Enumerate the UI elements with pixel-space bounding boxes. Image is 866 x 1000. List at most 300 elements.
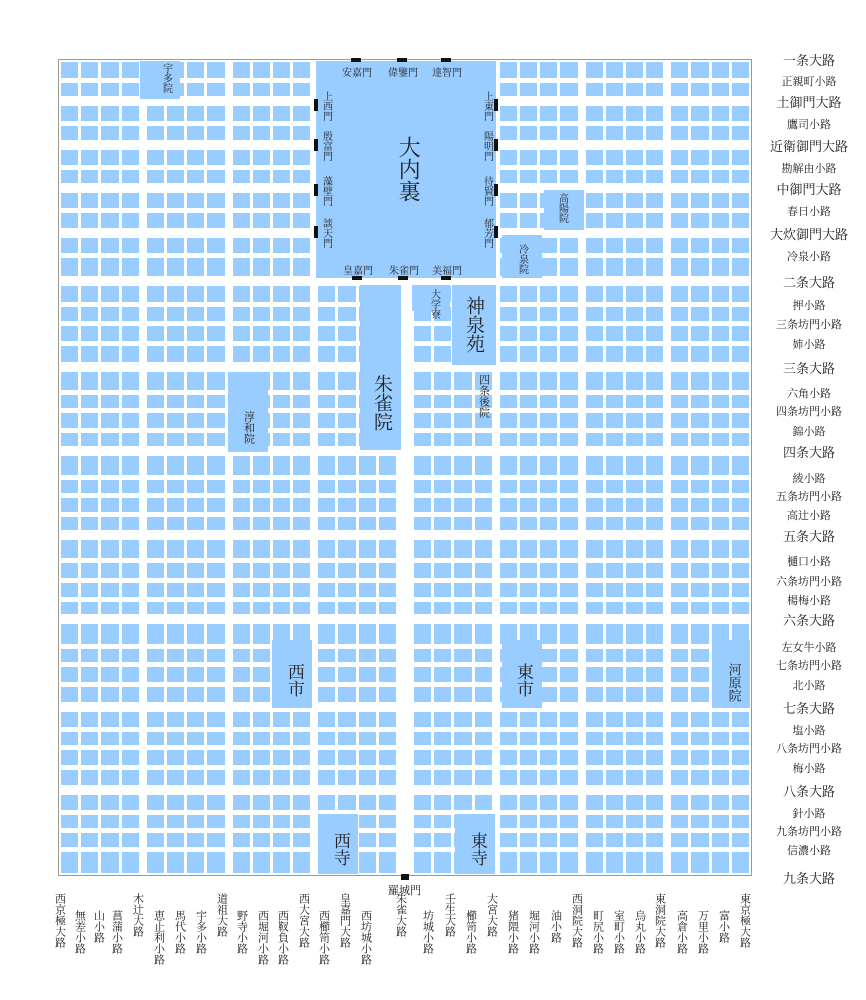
city-block [187, 62, 204, 78]
city-block [475, 732, 492, 745]
city-block [101, 712, 118, 727]
city-block [626, 258, 643, 277]
city-block [167, 770, 184, 786]
city-block [712, 770, 729, 786]
city-block [359, 563, 376, 578]
city-block [147, 750, 164, 765]
city-block [646, 687, 663, 703]
city-block [712, 193, 729, 208]
city-block [540, 815, 557, 828]
city-block [207, 150, 224, 165]
city-block [586, 395, 603, 408]
city-block [520, 795, 537, 810]
city-block [586, 833, 603, 847]
gate-marker [494, 184, 498, 196]
city-block [646, 770, 663, 786]
city-block [147, 815, 164, 828]
city-block [61, 563, 78, 578]
city-block [207, 83, 224, 97]
city-block [338, 583, 355, 597]
city-block [61, 517, 78, 531]
city-block [379, 687, 396, 703]
gate-west-1: 殷富門 [320, 131, 332, 161]
city-block [520, 170, 537, 184]
city-block [61, 732, 78, 745]
city-block [732, 563, 749, 578]
city-block [101, 602, 118, 615]
city-block [207, 238, 224, 253]
city-block [540, 62, 557, 78]
road-label-ew: 八条大路 [782, 785, 835, 800]
city-block [586, 193, 603, 208]
city-block [732, 62, 749, 78]
city-block [81, 413, 98, 428]
city-block [626, 750, 643, 765]
city-block [671, 456, 688, 475]
city-block [207, 732, 224, 745]
city-block [167, 732, 184, 745]
city-block [732, 238, 749, 253]
city-block [691, 687, 708, 703]
city-block [414, 372, 431, 390]
city-block [712, 456, 729, 475]
city-block [61, 649, 78, 662]
city-block [646, 62, 663, 78]
city-block [606, 480, 623, 493]
city-block [81, 667, 98, 682]
city-block [187, 687, 204, 703]
city-block [606, 795, 623, 810]
city-block [560, 480, 577, 493]
road-label-ew: 錦小路 [792, 425, 826, 438]
city-block [81, 326, 98, 341]
city-block [712, 258, 729, 277]
city-block [318, 346, 335, 363]
road-label-ew: 押小路 [792, 299, 826, 312]
city-block [122, 732, 139, 745]
city-block [520, 413, 537, 428]
city-block [626, 456, 643, 475]
city-block [671, 372, 688, 390]
city-block [147, 126, 164, 141]
city-block [147, 456, 164, 475]
city-block [379, 624, 396, 644]
city-block [712, 433, 729, 447]
city-block [606, 712, 623, 727]
city-block [167, 258, 184, 277]
city-block [520, 326, 537, 341]
city-block [61, 238, 78, 253]
city-block [500, 126, 517, 141]
city-block [359, 712, 376, 727]
city-block [147, 540, 164, 558]
road-label-ns: 朱雀大路 [394, 893, 408, 937]
city-block [560, 126, 577, 141]
city-block [233, 150, 250, 165]
city-block [233, 286, 250, 302]
city-block [273, 193, 290, 208]
city-block [207, 307, 224, 321]
city-block [626, 687, 643, 703]
road-label-ew: 八条坊門小路 [776, 742, 842, 755]
road-label-ns: 山小路 [92, 910, 106, 943]
city-block [520, 395, 537, 408]
city-block [540, 583, 557, 597]
city-block [475, 498, 492, 512]
city-block [475, 770, 492, 786]
city-block [454, 770, 471, 786]
city-block [101, 583, 118, 597]
city-block [671, 238, 688, 253]
city-block [500, 852, 517, 874]
city-block [671, 62, 688, 78]
city-block [253, 815, 270, 828]
udain-label: 宇多院 [160, 63, 172, 93]
city-block [414, 583, 431, 597]
city-block [147, 238, 164, 253]
city-block [500, 770, 517, 786]
city-block [560, 62, 577, 78]
city-block [691, 346, 708, 363]
city-block [606, 456, 623, 475]
city-block [560, 413, 577, 428]
city-block [273, 326, 290, 341]
city-block [606, 433, 623, 447]
city-block [253, 83, 270, 97]
city-block [338, 750, 355, 765]
city-block [712, 213, 729, 229]
city-block [691, 815, 708, 828]
city-block [338, 649, 355, 662]
city-block [253, 170, 270, 184]
city-block [101, 667, 118, 682]
city-block [338, 372, 355, 390]
city-block [540, 540, 557, 558]
city-block [475, 433, 492, 447]
city-block [147, 150, 164, 165]
city-block [475, 750, 492, 765]
city-block [167, 170, 184, 184]
city-block [671, 286, 688, 302]
city-block [338, 563, 355, 578]
city-block [167, 150, 184, 165]
city-block [626, 346, 643, 363]
city-block [606, 62, 623, 78]
city-block [207, 372, 224, 390]
road-label-ew: 綾小路 [792, 472, 826, 485]
city-block [540, 150, 557, 165]
city-block [500, 815, 517, 828]
city-block [586, 712, 603, 727]
higashi-ichi-label: 東市 [512, 663, 533, 697]
city-block [122, 346, 139, 363]
city-block [712, 563, 729, 578]
city-block [273, 126, 290, 141]
road-label-ew: 二条大路 [782, 276, 835, 291]
city-block [646, 258, 663, 277]
reizeiin-label: 冷泉院 [516, 244, 528, 274]
city-block [540, 307, 557, 321]
city-block [606, 286, 623, 302]
city-block [520, 150, 537, 165]
city-block [626, 624, 643, 644]
road-label-ns: 壬生大路 [443, 893, 457, 937]
city-block [273, 106, 290, 121]
city-block [207, 602, 224, 615]
city-block [122, 687, 139, 703]
city-block [500, 583, 517, 597]
city-block [207, 852, 224, 874]
city-block [293, 602, 310, 615]
city-block [691, 372, 708, 390]
city-block [122, 498, 139, 512]
city-block [379, 667, 396, 682]
city-block [500, 83, 517, 97]
city-block [500, 326, 517, 341]
city-block [691, 286, 708, 302]
city-block [318, 770, 335, 786]
city-block [187, 815, 204, 828]
city-block [187, 750, 204, 765]
city-block [101, 770, 118, 786]
city-block [586, 795, 603, 810]
city-block [253, 126, 270, 141]
city-block [81, 106, 98, 121]
city-block [293, 540, 310, 558]
city-block [454, 732, 471, 745]
city-block [691, 213, 708, 229]
city-block [646, 326, 663, 341]
city-block [233, 83, 250, 97]
city-block [712, 170, 729, 184]
gate-marker [441, 58, 451, 62]
city-block [359, 540, 376, 558]
city-block [671, 583, 688, 597]
city-block [293, 170, 310, 184]
city-block [540, 602, 557, 615]
city-block [414, 413, 431, 428]
city-block [147, 624, 164, 644]
city-block [253, 583, 270, 597]
city-block [61, 395, 78, 408]
city-block [338, 602, 355, 615]
city-block [61, 852, 78, 874]
city-block [732, 833, 749, 847]
city-block [338, 540, 355, 558]
city-block [540, 83, 557, 97]
city-block [359, 795, 376, 810]
city-block [475, 712, 492, 727]
city-block [207, 433, 224, 447]
city-block [207, 770, 224, 786]
city-block [273, 170, 290, 184]
city-block [520, 456, 537, 475]
city-block [253, 517, 270, 531]
city-block [338, 395, 355, 408]
city-block [732, 540, 749, 558]
road-label-ew: 五条大路 [782, 530, 835, 545]
city-block [318, 307, 335, 321]
city-block [646, 372, 663, 390]
city-block [712, 517, 729, 531]
gate-marker [314, 99, 318, 111]
city-block [122, 750, 139, 765]
city-block [207, 480, 224, 493]
city-block [293, 213, 310, 229]
city-block [540, 286, 557, 302]
city-block [81, 150, 98, 165]
city-block [187, 258, 204, 277]
city-block [671, 712, 688, 727]
city-block [540, 346, 557, 363]
city-block [122, 517, 139, 531]
city-block [454, 667, 471, 682]
city-block [520, 563, 537, 578]
city-block [359, 498, 376, 512]
city-block [167, 238, 184, 253]
city-block [207, 624, 224, 644]
city-block [101, 456, 118, 475]
city-block [167, 687, 184, 703]
road-label-ns: 町尻小路 [591, 910, 605, 954]
city-block [147, 170, 164, 184]
city-block [293, 750, 310, 765]
city-block [475, 795, 492, 810]
city-block [187, 413, 204, 428]
city-block [147, 213, 164, 229]
city-block [273, 433, 290, 447]
city-block [293, 517, 310, 531]
city-block [359, 517, 376, 531]
city-block [187, 213, 204, 229]
road-label-ns: 西靫負小路 [276, 910, 290, 965]
city-block [167, 326, 184, 341]
city-block [253, 649, 270, 662]
city-block [712, 712, 729, 727]
city-block [540, 326, 557, 341]
city-block [560, 346, 577, 363]
city-block [646, 624, 663, 644]
city-block [626, 667, 643, 682]
city-block [147, 286, 164, 302]
city-block [732, 517, 749, 531]
city-block [586, 238, 603, 253]
road-label-ew: 正親町小路 [781, 75, 837, 88]
city-block [61, 346, 78, 363]
city-block [540, 395, 557, 408]
city-block [586, 667, 603, 682]
city-block [500, 170, 517, 184]
city-block [273, 732, 290, 745]
city-block [586, 150, 603, 165]
city-block [122, 213, 139, 229]
city-block [253, 326, 270, 341]
city-block [414, 712, 431, 727]
city-block [626, 62, 643, 78]
city-block [560, 372, 577, 390]
city-block [122, 563, 139, 578]
city-block [626, 193, 643, 208]
city-block [712, 583, 729, 597]
city-block [712, 326, 729, 341]
city-block [233, 583, 250, 597]
city-block [273, 346, 290, 363]
city-block [646, 346, 663, 363]
city-block [586, 649, 603, 662]
city-block [338, 770, 355, 786]
city-block [61, 833, 78, 847]
city-block [147, 307, 164, 321]
city-block [122, 667, 139, 682]
city-block [712, 395, 729, 408]
city-block [606, 649, 623, 662]
city-block [359, 456, 376, 475]
city-block [253, 563, 270, 578]
city-block [273, 815, 290, 828]
city-block [712, 286, 729, 302]
city-block [732, 307, 749, 321]
city-block [293, 480, 310, 493]
road-label-ns: 西坊城小路 [359, 910, 373, 965]
city-block [147, 563, 164, 578]
city-block [414, 815, 431, 828]
city-block [293, 795, 310, 810]
city-block [414, 346, 431, 363]
city-block [691, 498, 708, 512]
city-block [61, 687, 78, 703]
city-block [500, 712, 517, 727]
gate-marker [314, 226, 318, 238]
city-block [500, 286, 517, 302]
city-block [233, 238, 250, 253]
city-block [712, 346, 729, 363]
city-block [122, 307, 139, 321]
city-block [586, 62, 603, 78]
city-block [379, 770, 396, 786]
city-block [187, 456, 204, 475]
city-block [318, 480, 335, 493]
city-block [233, 213, 250, 229]
city-block [606, 602, 623, 615]
city-block [732, 456, 749, 475]
city-block [691, 517, 708, 531]
city-block [293, 62, 310, 78]
city-block [122, 286, 139, 302]
city-block [691, 326, 708, 341]
city-block [273, 750, 290, 765]
city-block [434, 480, 451, 493]
road-label-ns: 西大宮大路 [297, 893, 311, 948]
city-block [454, 712, 471, 727]
city-block [626, 413, 643, 428]
city-block [101, 732, 118, 745]
city-block [646, 815, 663, 828]
city-block [61, 770, 78, 786]
city-block [81, 732, 98, 745]
city-block [359, 687, 376, 703]
city-block [646, 433, 663, 447]
city-block [691, 106, 708, 121]
road-label-ns: 西堀河小路 [256, 910, 270, 965]
city-block [293, 286, 310, 302]
city-block [318, 413, 335, 428]
city-block [293, 346, 310, 363]
city-block [520, 83, 537, 97]
city-block [122, 456, 139, 475]
city-block [646, 170, 663, 184]
city-block [338, 498, 355, 512]
city-block [122, 583, 139, 597]
